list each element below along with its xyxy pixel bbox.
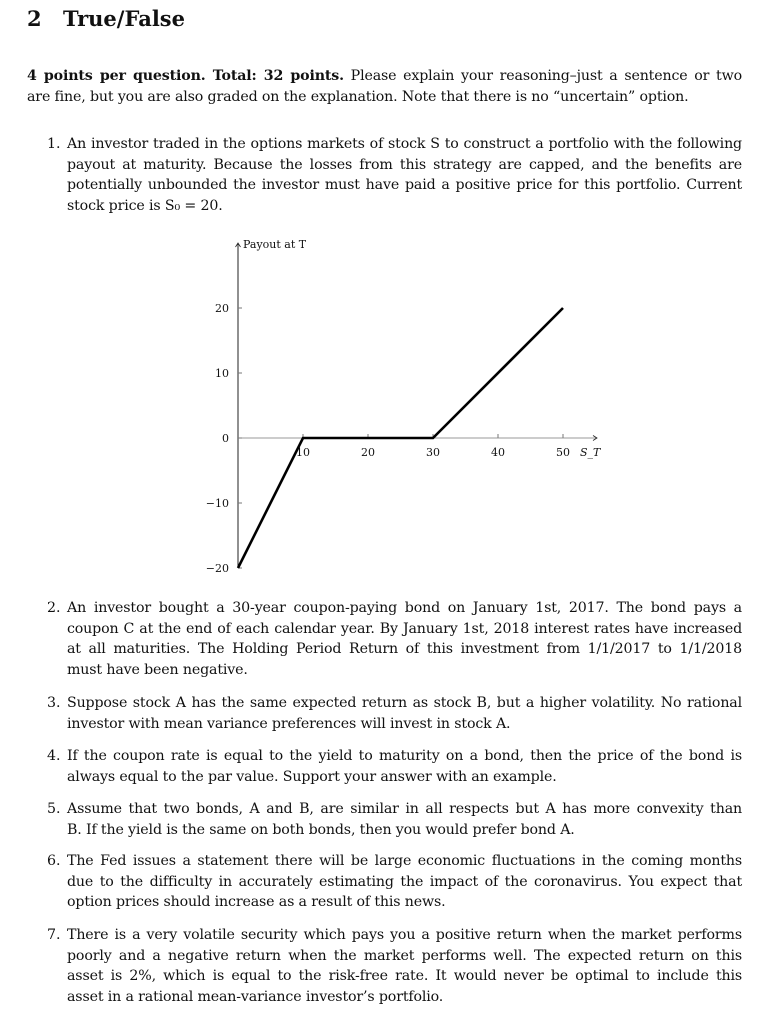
question-text-line: Suppose stock A has the same expected return as stock B, but a higher volatility. No rational [67, 695, 742, 711]
question-number: 1. [47, 136, 61, 152]
y-tick-label: 10 [215, 367, 229, 380]
question-number: 2. [47, 600, 61, 616]
instructions [27, 66, 742, 107]
instructions-line [27, 66, 742, 87]
question-number: 7. [47, 927, 61, 943]
question-text-line: There is a very volatile security which pays you a positive return when the market performs [67, 927, 742, 943]
question-text-line: B. If the yield is the same on both bonds, then you would prefer bond A. [67, 821, 575, 838]
question-text-line: due to the difficulty in accurately estimating the impact of the coronavirus. You expect that [67, 873, 742, 890]
y-tick-label: −20 [205, 562, 229, 575]
question-text-line: poorly and a negative return when the market performs well. The expected return on this [67, 947, 742, 964]
question-7 [27, 925, 742, 1008]
question-text-line: investor with mean variance preferences will invest in stock A. [67, 715, 511, 732]
question-text-line: asset in a rational mean-variance investor’s portfolio. [67, 989, 444, 1006]
question-number: 6. [47, 853, 61, 869]
question-text-line: coupon C at the end of each calendar year. By January 1st, 2018 interest rates have increased [67, 620, 742, 637]
question-text-line: The Fed issues a statement there will be large economic fluctuations in the coming months [67, 853, 742, 869]
question-text-line: stock price is S₀ = 20. [67, 198, 223, 215]
question-text-line: option prices should increase as a result of this news. [67, 894, 446, 911]
question-text-line: asset is 2%, which is equal to the risk-free rate. It would never be optimal to include this [67, 968, 742, 985]
question-6 [27, 851, 742, 913]
section-title: True/False [63, 6, 185, 31]
question-text-line: An investor bought a 30-year coupon-paying bond on January 1st, 2017. The bond pays a [67, 600, 742, 616]
question-2 [27, 598, 742, 681]
question-text-line: Assume that two bonds, A and B, are similar in all respects but A has more convexity than [67, 801, 742, 817]
section-number: 2 [27, 6, 42, 31]
x-tick-label: 40 [491, 446, 505, 459]
question-4 [27, 746, 742, 787]
question-text-line: An investor traded in the options markets of stock S to construct a portfolio with the following [67, 136, 742, 152]
question-text-line: payout at maturity. Because the losses from this strategy are capped, and the benefits are [67, 156, 742, 173]
y-tick-label: −10 [205, 497, 229, 510]
question-number: 3. [47, 695, 61, 711]
instructions-text: Please explain your reasoning–just a sentence or two [343, 68, 742, 84]
points-note: 4 points per question. Total: 32 points. [27, 68, 344, 84]
question-text-line: If the coupon rate is equal to the yield to maturity on a bond, then the price of the bond is [67, 748, 742, 764]
x-tick-label: 30 [426, 446, 440, 459]
question-5 [27, 799, 742, 840]
question-text-line: potentially unbounded the investor must have paid a positive price for this portfolio. Current [67, 177, 742, 194]
question-number: 5. [47, 801, 61, 817]
payout-line [238, 308, 563, 568]
x-tick-label: 50 [556, 446, 570, 459]
instructions-line: are fine, but you are also graded on the explanation. Note that there is no “uncertain” option. [27, 88, 689, 105]
x-axis-arrow-icon [593, 436, 597, 441]
section-heading [27, 6, 185, 31]
question-text-line: at all maturities. The Holding Period Return of this investment from 1/1/2017 to 1/1/2018 [67, 641, 742, 658]
y-tick-label: 0 [222, 432, 229, 445]
question-number: 4. [47, 748, 61, 764]
x-tick-label: 10 [296, 446, 310, 459]
question-text-line: always equal to the par value. Support your answer with an example. [67, 768, 557, 785]
x-tick-label: 20 [361, 446, 375, 459]
question-text-line: must have been negative. [67, 662, 248, 679]
question-3 [27, 693, 742, 734]
y-axis-arrow-icon [236, 243, 241, 247]
x-axis-label: S_T [580, 446, 601, 459]
y-tick-label: 20 [215, 302, 229, 315]
y-axis-label: Payout at T [243, 238, 307, 251]
question-1 [27, 134, 742, 217]
